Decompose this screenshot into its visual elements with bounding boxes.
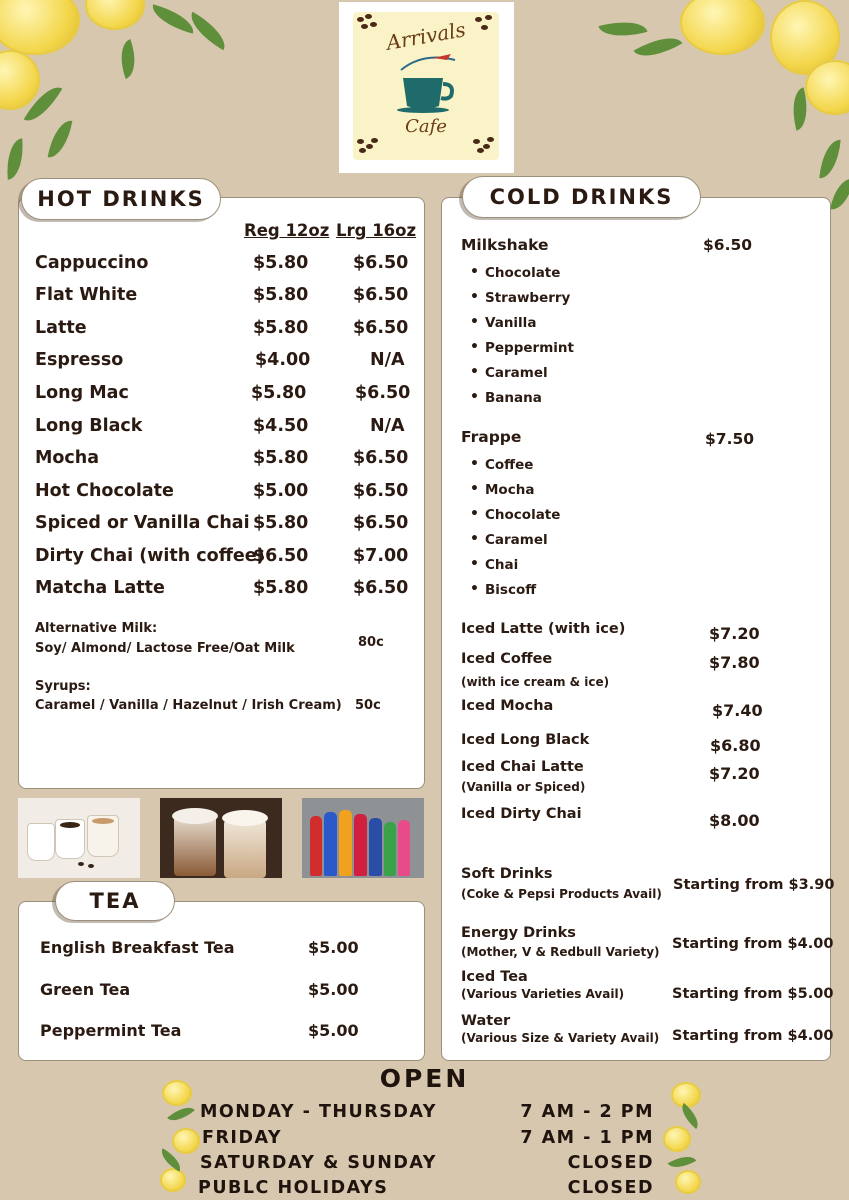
flavour-item: • Vanilla: [470, 314, 574, 339]
flavour-item: • Mocha: [470, 481, 560, 506]
hot-drink-lrg-price: $6.50: [353, 318, 409, 338]
iced-drink-note: (with ice cream & ice): [461, 675, 610, 689]
other-drink-note: (Coke & Pepsi Products Avail): [461, 887, 662, 901]
other-drink-price: Starting from $3.90: [673, 877, 835, 893]
flavour-item: • Caramel: [470, 531, 560, 556]
tea-title: TEA: [55, 881, 175, 921]
soft-drinks-photo: [302, 798, 424, 878]
alt-milk-label: Alternative Milk:: [35, 621, 158, 636]
tea-price: $5.00: [308, 1021, 359, 1040]
hours-day: FRIDAY: [202, 1128, 283, 1148]
flavour-item: • Peppermint: [470, 339, 574, 364]
other-drink-note: (Various Size & Variety Avail): [461, 1031, 660, 1045]
hot-drink-reg-price: $5.80: [251, 383, 307, 403]
hot-drink-lrg-price: $7.00: [353, 546, 409, 566]
hot-drink-name: Espresso: [35, 350, 124, 370]
hot-drink-name: Flat White: [35, 285, 138, 305]
iced-drink-price: $7.20: [709, 764, 760, 783]
iced-drink-name: Iced Chai Latte: [461, 759, 584, 775]
hot-drink-name: Dirty Chai (with coffee): [35, 546, 265, 566]
hours-day: SATURDAY & SUNDAY: [200, 1153, 437, 1173]
hours-time: 7 AM - 1 PM: [520, 1128, 654, 1148]
other-drink-price: Starting from $4.00: [672, 936, 834, 952]
iced-drink-name: Iced Mocha: [461, 698, 554, 714]
syrups-options: Caramel / Vanilla / Hazelnut / Irish Cream): [35, 698, 342, 713]
tea-price: $5.00: [308, 938, 359, 957]
other-drink-note: (Various Varieties Avail): [461, 987, 625, 1001]
hot-drink-name: Long Mac: [35, 383, 129, 403]
hot-drink-lrg-price: $6.50: [353, 513, 409, 533]
flavour-item: • Chai: [470, 556, 560, 581]
lemon-decoration-top-left: [0, 0, 250, 200]
other-drink-note: (Mother, V & Redbull Variety): [461, 945, 660, 959]
hot-drinks-title: HOT DRINKS: [21, 178, 221, 220]
coffee-cups-photo: [18, 798, 140, 878]
iced-drink-name: Iced Dirty Chai: [461, 806, 582, 822]
other-drink-name: Water: [461, 1013, 511, 1029]
hot-drink-name: Long Black: [35, 416, 143, 436]
frappe-flavour-list: [470, 456, 560, 606]
hot-drink-lrg-price: N/A: [370, 350, 405, 370]
milkshake-flavour-list: [470, 264, 574, 414]
tea-name: Peppermint Tea: [40, 1021, 182, 1040]
iced-drink-price: $6.80: [710, 736, 761, 755]
hot-drink-reg-price: $5.80: [253, 285, 309, 305]
other-drink-price: Starting from $5.00: [672, 986, 834, 1002]
hot-drink-lrg-price: $6.50: [353, 285, 409, 305]
iced-drink-name: Iced Long Black: [461, 732, 590, 748]
syrups-price: 50c: [355, 698, 381, 713]
hours-time: CLOSED: [567, 1178, 654, 1198]
tea-name: Green Tea: [40, 980, 131, 999]
logo-name: Arrivals: [384, 17, 468, 55]
iced-drink-name: Iced Coffee: [461, 651, 553, 667]
iced-drink-price: $7.80: [709, 653, 760, 672]
frappe-name: Frappe: [461, 428, 522, 446]
hot-drink-lrg-price: N/A: [370, 416, 405, 436]
hot-drink-name: Matcha Latte: [35, 578, 165, 598]
hours-time: CLOSED: [567, 1153, 654, 1173]
hot-drink-reg-price: $5.00: [253, 481, 309, 501]
syrups-label: Syrups:: [35, 679, 91, 694]
hot-drink-name: Latte: [35, 318, 87, 338]
hot-drink-reg-price: $4.50: [253, 416, 309, 436]
flavour-item: • Banana: [470, 389, 574, 414]
hot-drink-lrg-price: $6.50: [353, 253, 409, 273]
hot-drink-name: Hot Chocolate: [35, 481, 174, 501]
alt-milk-price: 80c: [358, 635, 384, 650]
logo-subtitle: Cafe: [405, 116, 447, 137]
other-drink-name: Soft Drinks: [461, 866, 553, 882]
flavour-item: • Chocolate: [470, 264, 574, 289]
hours-day: PUBLC HOLIDAYS: [198, 1178, 389, 1198]
hours-day: MONDAY - THURSDAY: [200, 1102, 437, 1122]
cold-drinks-title: COLD DRINKS: [462, 176, 701, 218]
hours-time: 7 AM - 2 PM: [520, 1102, 654, 1122]
flavour-item: • Chocolate: [470, 506, 560, 531]
other-drink-name: Energy Drinks: [461, 925, 576, 941]
hot-drink-lrg-price: $6.50: [353, 578, 409, 598]
iced-drink-note: (Vanilla or Spiced): [461, 780, 586, 794]
hot-drink-reg-price: $5.80: [253, 513, 309, 533]
coffee-cup-icon: [393, 50, 463, 115]
hot-drink-reg-price: $6.50: [253, 546, 309, 566]
other-drink-name: Iced Tea: [461, 969, 528, 985]
hot-drink-name: Spiced or Vanilla Chai: [35, 513, 250, 533]
tea-name: English Breakfast Tea: [40, 938, 235, 957]
hot-drink-reg-price: $5.80: [253, 578, 309, 598]
flavour-item: • Strawberry: [470, 289, 574, 314]
iced-drink-name: Iced Latte (with ice): [461, 621, 626, 637]
opening-hours-title: OPEN: [379, 1064, 470, 1093]
tea-price: $5.00: [308, 980, 359, 999]
hot-drink-lrg-price: $6.50: [355, 383, 411, 403]
hot-drink-lrg-price: $6.50: [353, 448, 409, 468]
flavour-item: • Coffee: [470, 456, 560, 481]
frappe-price: $7.50: [705, 430, 755, 448]
milkshake-price: $6.50: [703, 236, 753, 254]
hot-drink-name: Cappuccino: [35, 253, 149, 273]
flavour-item: • Caramel: [470, 364, 574, 389]
hot-drink-reg-price: $4.00: [255, 350, 311, 370]
hot-drink-reg-price: $5.80: [253, 448, 309, 468]
other-drink-price: Starting from $4.00: [672, 1028, 834, 1044]
hot-drink-name: Mocha: [35, 448, 100, 468]
iced-drink-price: $7.40: [712, 701, 763, 720]
cafe-logo: [339, 2, 514, 173]
milkshake-name: Milkshake: [461, 236, 549, 254]
lrg-size-header: Lrg 16oz: [336, 221, 417, 240]
hot-drink-reg-price: $5.80: [253, 318, 309, 338]
flavour-item: • Biscoff: [470, 581, 560, 606]
hot-drink-lrg-price: $6.50: [353, 481, 409, 501]
iced-drink-price: $8.00: [709, 811, 760, 830]
reg-size-header: Reg 12oz: [244, 221, 330, 240]
hot-drink-reg-price: $5.80: [253, 253, 309, 273]
frappe-photo: [160, 798, 282, 878]
iced-drink-price: $7.20: [709, 624, 760, 643]
alt-milk-options: Soy/ Almond/ Lactose Free/Oat Milk: [35, 641, 295, 656]
